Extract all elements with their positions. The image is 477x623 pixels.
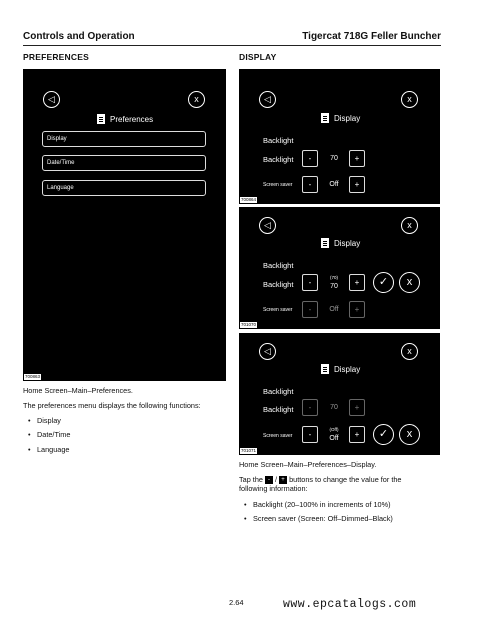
screen-title: Display [321,364,360,374]
screen-saver-label: Screen saver [263,182,293,188]
display-heading: DISPLAY [239,52,277,62]
backlight-minus-button[interactable]: - [302,399,318,416]
preferences-heading: PREFERENCES [23,52,89,62]
confirm-icon[interactable]: ✓ [373,272,394,293]
backlight-value: 70 [330,283,338,290]
header-model-title: Tigercat 718G Feller Buncher [302,31,441,42]
screen-title [97,114,153,124]
bullet-item: • Date/Time [37,430,70,439]
backlight-label: Backlight [263,155,294,164]
bullet-item: • Screen saver (Screen: Off–Dimmed–Black) [253,514,393,523]
display-screen-3 [239,333,440,455]
close-icon[interactable]: x [188,91,205,108]
backlight-value: 70 [330,404,338,411]
backlight-group-label: Backlight [263,261,294,270]
document-icon [321,113,329,123]
backlight-label: Backlight [263,405,294,414]
screen-saver-label: Screen saver [263,307,293,313]
document-icon [321,238,329,248]
saver-minus-button[interactable]: - [302,176,318,193]
site-watermark: www.epcatalogs.com [283,598,417,611]
display-description: Tap the - / + buttons to change the value for the following information: [239,475,402,494]
minus-key-icon: - [265,476,273,484]
document-icon [97,114,105,124]
cancel-icon[interactable]: x [399,424,420,445]
display-caption: Home Screen–Main–Preferences–Display. [239,460,377,469]
back-icon[interactable]: ◁ [43,91,60,108]
backlight-pending-value: (70) [329,275,338,280]
figure-code: 700863 [25,374,41,379]
figure-code: 701070 [241,322,257,327]
document-icon [321,364,329,374]
bullet-item: • Language [37,445,69,454]
preferences-screen [23,69,226,381]
close-icon[interactable]: x [401,343,418,360]
screen-title-text: Preferences [110,114,154,124]
back-icon[interactable]: ◁ [259,217,276,234]
figure-code: 700864 [241,197,257,202]
saver-minus-button[interactable]: - [302,301,318,318]
backlight-minus-button[interactable]: - [302,150,318,167]
pref-item-datetime[interactable]: Date/Time [42,155,206,171]
page-header [23,31,441,45]
bullet-item: • Display [37,416,61,425]
screen-title: Display [321,238,360,248]
cancel-icon[interactable]: x [399,272,420,293]
backlight-value: 70 [330,155,338,162]
pref-item-display[interactable]: Display [42,131,206,147]
backlight-plus-button[interactable]: + [349,150,365,167]
preferences-caption: Home Screen–Main–Preferences. [23,386,133,395]
figure-code: 701071 [241,448,257,453]
saver-minus-button[interactable]: - [302,426,318,443]
saver-plus-button[interactable]: + [349,426,365,443]
display-screen-2 [239,207,440,329]
saver-plus-button[interactable]: + [349,301,365,318]
saver-value: Off [329,306,339,313]
backlight-plus-button[interactable]: + [349,274,365,291]
close-icon[interactable]: x [401,217,418,234]
confirm-icon[interactable]: ✓ [373,424,394,445]
saver-pending-value: (Off) [329,427,339,432]
saver-value: Off [329,181,339,188]
screen-title: Display [321,113,360,123]
plus-key-icon: + [279,476,287,484]
header-rule [23,45,441,46]
backlight-minus-button[interactable]: - [302,274,318,291]
backlight-label: Backlight [263,280,294,289]
backlight-plus-button[interactable]: + [349,399,365,416]
back-icon[interactable]: ◁ [259,91,276,108]
header-section-title: Controls and Operation [23,31,135,42]
close-icon[interactable]: x [401,91,418,108]
display-screen-1 [239,69,440,204]
bullet-item: • Backlight (20–100% in increments of 10%) [253,500,391,509]
saver-value: Off [329,435,339,442]
back-icon[interactable]: ◁ [259,343,276,360]
saver-plus-button[interactable]: + [349,176,365,193]
pref-item-language[interactable]: Language [42,180,206,196]
preferences-description: The preferences menu displays the following functions: [23,401,201,410]
page-number: 2.64 [229,598,244,607]
backlight-group-label: Backlight [263,136,294,145]
backlight-group-label: Backlight [263,387,294,396]
screen-saver-label: Screen saver [263,433,293,439]
